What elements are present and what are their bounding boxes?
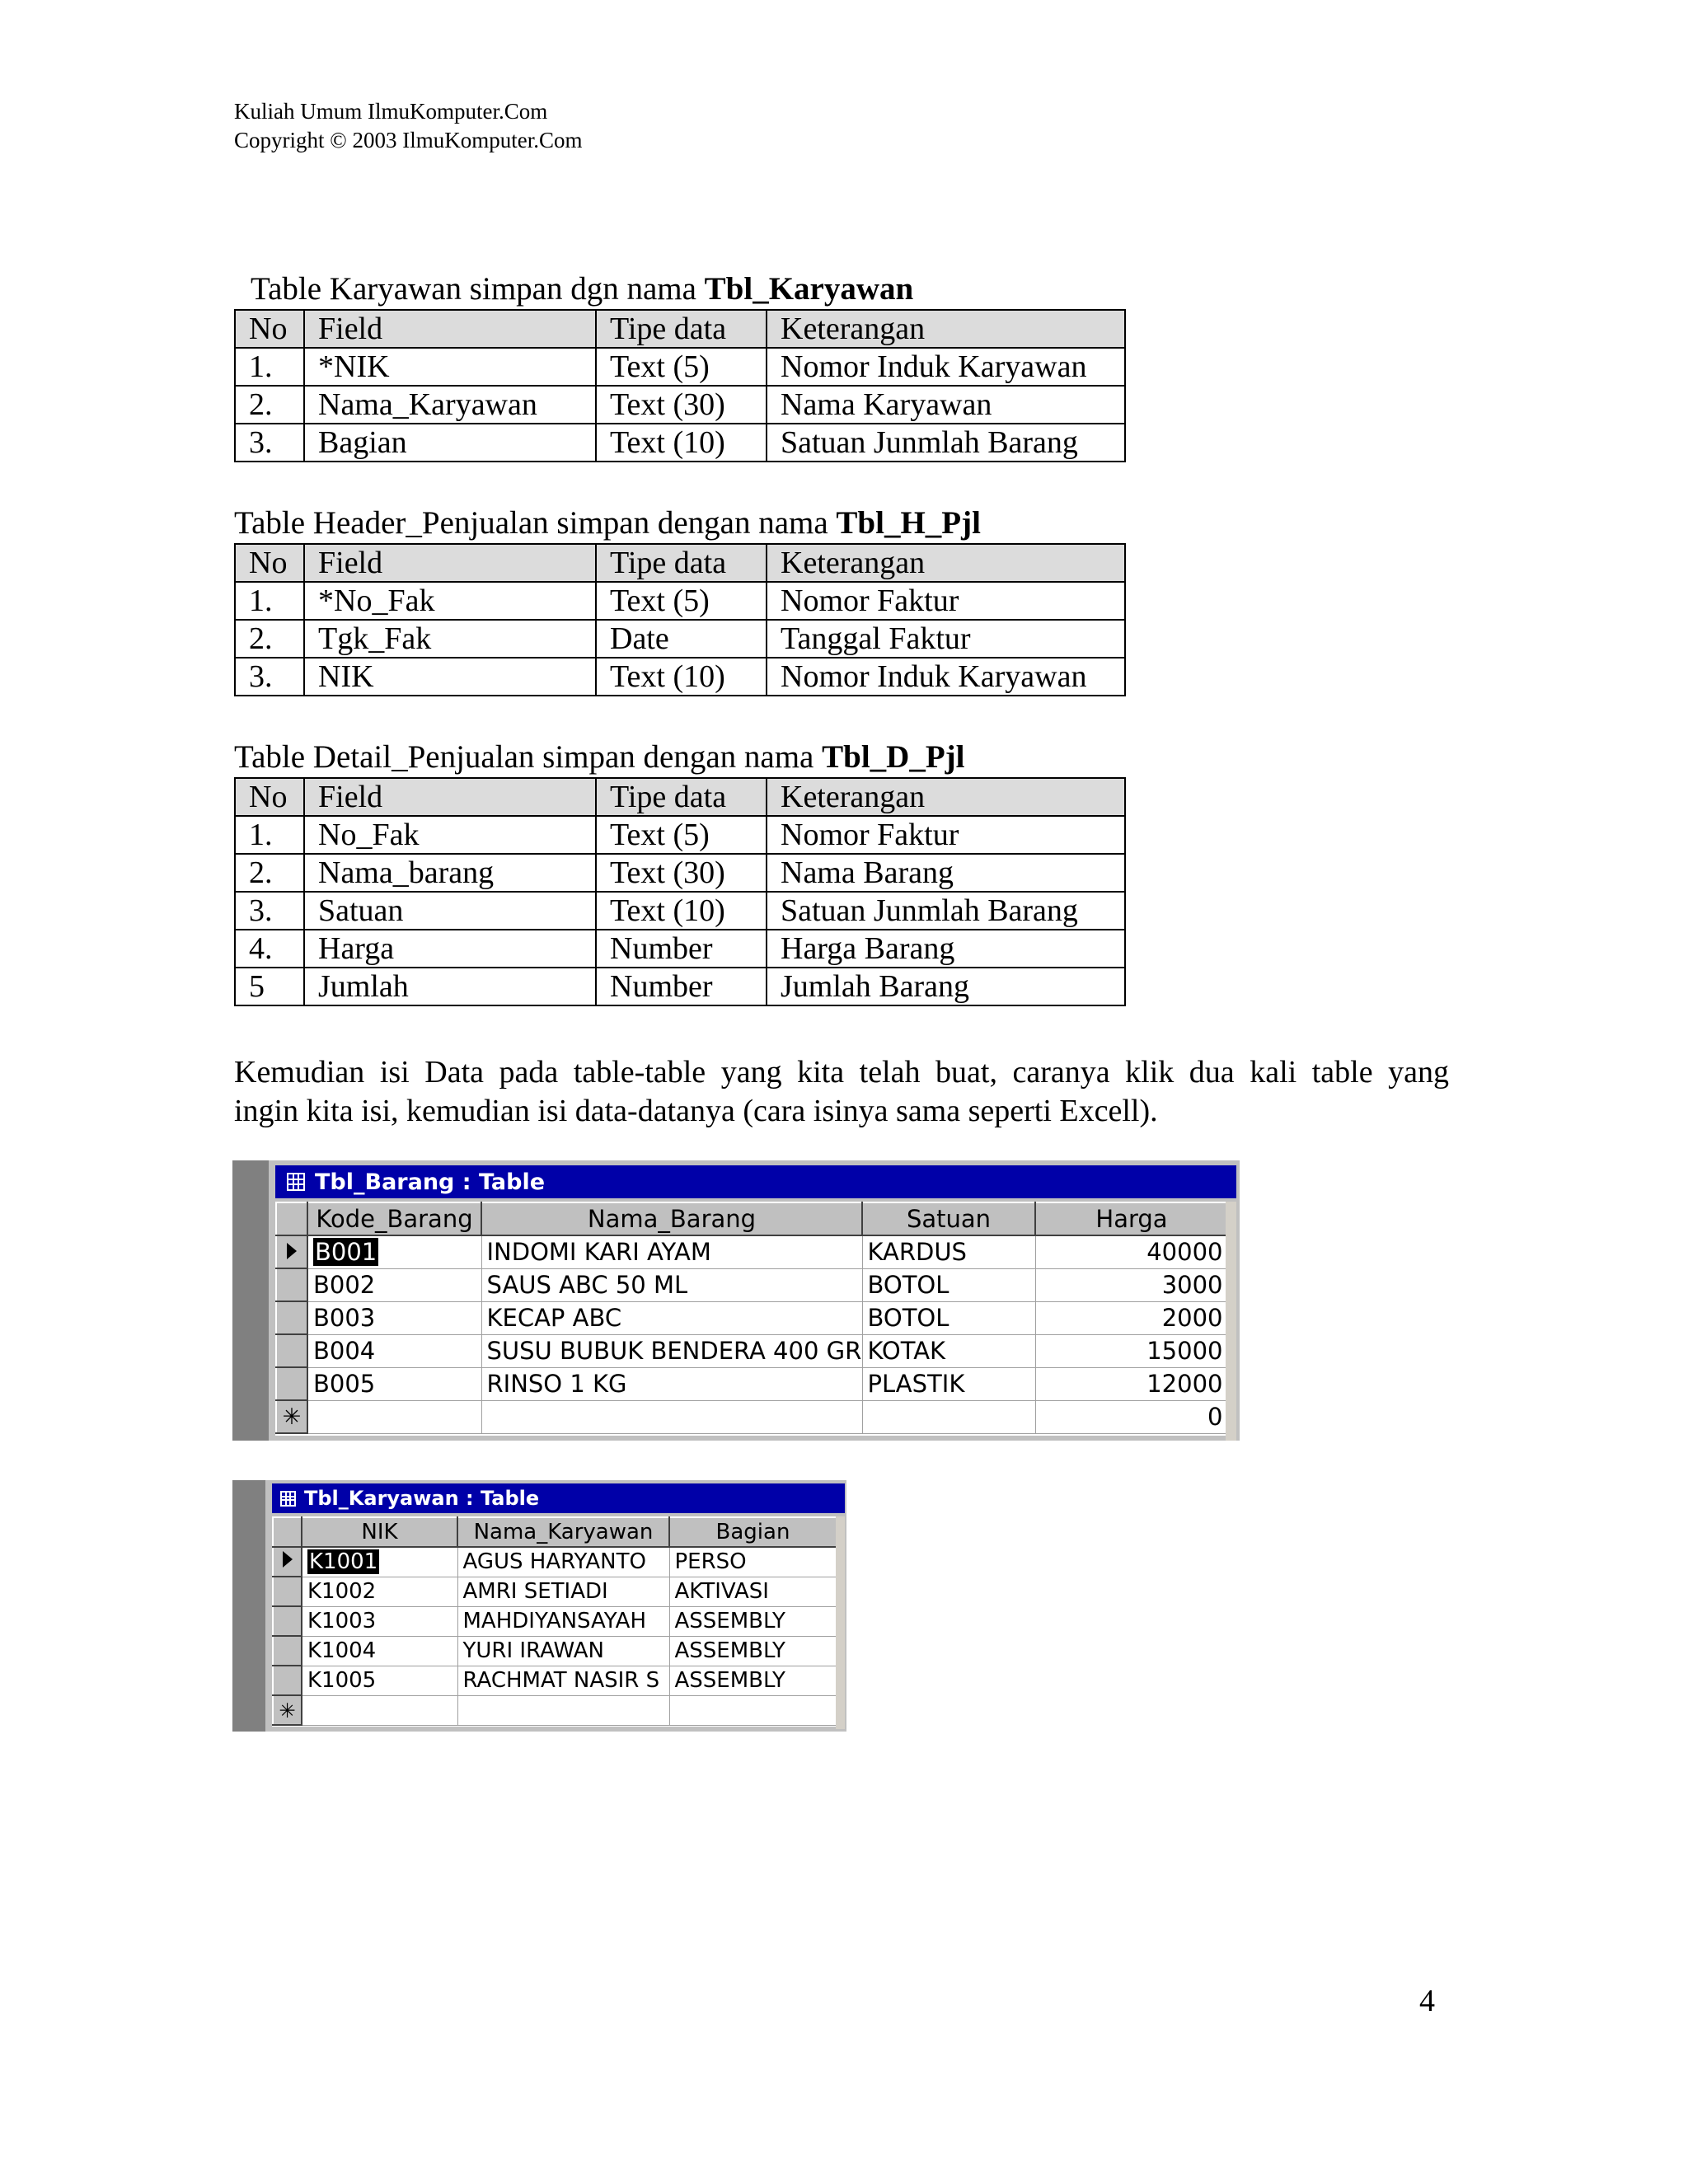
column-header-nama-karyawan[interactable]: Nama_Karyawan (457, 1517, 669, 1547)
spec-table (234, 309, 1126, 462)
cell-kode-barang[interactable]: B004 (307, 1334, 481, 1367)
cell-type: Text (5) (596, 582, 767, 620)
table-caption (234, 738, 1124, 776)
selected-cell-text: K1001 (309, 1549, 378, 1575)
cell-no: 2. (235, 386, 304, 424)
cell-nama-barang[interactable] (481, 1400, 862, 1433)
cell-kode-barang[interactable] (307, 1235, 481, 1268)
datasheet-table (272, 1516, 836, 1726)
cell-field: No_Fak (304, 816, 596, 854)
table-karyawan-spec (234, 270, 1124, 462)
cell-type: Text (10) (596, 892, 767, 930)
vertical-scrollbar[interactable] (836, 1516, 845, 1729)
column-header-kode-barang[interactable]: Kode_Barang (307, 1202, 481, 1235)
new-record-icon: ✳ (279, 1698, 296, 1722)
cell-type: Date (596, 620, 767, 658)
table-caption (234, 270, 1124, 308)
cell-type: Number (596, 968, 767, 1005)
cell-desc: Nama Karyawan (767, 386, 1125, 424)
column-header: Field (304, 310, 596, 348)
cell-no: 1. (235, 348, 304, 386)
table-row (235, 386, 1125, 424)
cell-nama-karyawan[interactable]: RACHMAT NASIR S (457, 1666, 669, 1695)
cell-nama-karyawan[interactable]: AGUS HARYANTO (457, 1547, 669, 1577)
record-selector[interactable] (276, 1400, 307, 1433)
record-selector[interactable] (273, 1547, 302, 1577)
cell-harga[interactable]: 2000 (1035, 1301, 1227, 1334)
datasheet-row (276, 1301, 1227, 1334)
column-header: Keterangan (767, 544, 1125, 582)
cell-no: 4. (235, 930, 304, 968)
column-header-harga[interactable]: Harga (1035, 1202, 1227, 1235)
cell-no: 2. (235, 854, 304, 892)
cell-desc: Satuan Junmlah Barang (767, 892, 1125, 930)
cell-type: Text (30) (596, 386, 767, 424)
table-row (235, 930, 1125, 968)
cell-no: 3. (235, 424, 304, 462)
datasheet-table (275, 1202, 1227, 1434)
datasheet-row (276, 1367, 1227, 1400)
cell-field: Satuan (304, 892, 596, 930)
cell-type: Text (10) (596, 424, 767, 462)
record-selector[interactable] (276, 1334, 307, 1367)
cell-desc: Nomor Faktur (767, 816, 1125, 854)
cell-field: *No_Fak (304, 582, 596, 620)
table-row (235, 582, 1125, 620)
spec-table (234, 543, 1126, 696)
paragraph-line-2: ingin kita isi, kemudian isi data-datanya (cara isinya sama seperti Excell). (234, 1094, 1158, 1128)
spec-table (234, 777, 1126, 1006)
table-row (235, 348, 1125, 386)
cell-nama-barang[interactable]: RINSO 1 KG (481, 1367, 862, 1400)
current-record-arrow-icon (283, 1551, 293, 1568)
record-selector[interactable] (273, 1577, 302, 1606)
select-all-corner[interactable] (276, 1202, 307, 1235)
cell-satuan[interactable]: BOTOL (862, 1268, 1035, 1301)
cell-satuan[interactable]: KARDUS (862, 1235, 1035, 1268)
cell-field: Jumlah (304, 968, 596, 1005)
table-row (235, 816, 1125, 854)
datasheet-row (273, 1547, 836, 1577)
cell-bagian[interactable]: ASSEMBLY (669, 1606, 836, 1636)
cell-nama-barang[interactable]: SAUS ABC 50 ML (481, 1268, 862, 1301)
record-selector[interactable] (276, 1235, 307, 1268)
tbl-barang-datasheet-window (232, 1160, 1240, 1441)
datasheet-header-row (273, 1517, 836, 1547)
datasheet-row (276, 1268, 1227, 1301)
cell-no: 3. (235, 892, 304, 930)
cell-nik[interactable]: K1004 (302, 1636, 457, 1666)
header-line-2: Copyright © 2003 IlmuKomputer.Com (234, 128, 583, 152)
cell-nama-karyawan[interactable]: AMRI SETIADI (457, 1577, 669, 1606)
cell-type: Text (5) (596, 348, 767, 386)
cell-no: 1. (235, 582, 304, 620)
column-header: No (235, 544, 304, 582)
cell-bagian[interactable]: ASSEMBLY (669, 1636, 836, 1666)
table-caption (234, 504, 1124, 542)
column-header-satuan[interactable]: Satuan (862, 1202, 1035, 1235)
cell-no: 1. (235, 816, 304, 854)
cell-satuan[interactable] (862, 1400, 1035, 1433)
window-title-bar[interactable] (272, 1483, 845, 1513)
cell-no: 3. (235, 658, 304, 696)
window-frame-edge (232, 1480, 265, 1732)
datasheet-row (273, 1636, 836, 1666)
cell-no: 5 (235, 968, 304, 1005)
column-header: Tipe data (596, 544, 767, 582)
table-icon (280, 1491, 296, 1507)
column-header: Field (304, 544, 596, 582)
cell-harga[interactable]: 3000 (1035, 1268, 1227, 1301)
running-header (234, 97, 583, 155)
table-detail-penjualan-spec (234, 738, 1124, 1006)
cell-nama-barang[interactable]: SUSU BUBUK BENDERA 400 GR (481, 1334, 862, 1367)
cell-desc: Jumlah Barang (767, 968, 1125, 1005)
datasheet-grid (272, 1516, 836, 1727)
cell-desc: Nomor Faktur (767, 582, 1125, 620)
caption-table-name: Tbl_Karyawan (704, 271, 914, 307)
datasheet-row (276, 1334, 1227, 1367)
column-header-bagian[interactable]: Bagian (669, 1517, 836, 1547)
paragraph-line-1: Kemudian isi Data pada table-table yang kita telah buat, caranya klik dua kali table yang (234, 1055, 1449, 1090)
table-header-row (235, 778, 1125, 816)
cell-harga[interactable]: 12000 (1035, 1367, 1227, 1400)
cell-type: Text (10) (596, 658, 767, 696)
datasheet-row (273, 1666, 836, 1695)
table-row (235, 424, 1125, 462)
new-record-row (276, 1400, 1227, 1433)
table-row (235, 854, 1125, 892)
cell-kode-barang[interactable]: B005 (307, 1367, 481, 1400)
cell-satuan[interactable]: PLASTIK (862, 1367, 1035, 1400)
cell-kode-barang[interactable] (307, 1400, 481, 1433)
cell-no: 2. (235, 620, 304, 658)
table-row (235, 658, 1125, 696)
window-title: Tbl_Karyawan : Table (304, 1487, 540, 1510)
cell-nama-barang[interactable]: KECAP ABC (481, 1301, 862, 1334)
current-record-arrow-icon (287, 1243, 297, 1259)
caption-text: Table Karyawan simpan dgn nama (251, 271, 705, 307)
cell-desc: Tanggal Faktur (767, 620, 1125, 658)
window-title-bar[interactable] (275, 1165, 1236, 1198)
cell-field: Tgk_Fak (304, 620, 596, 658)
cell-nik[interactable]: K1005 (302, 1666, 457, 1695)
table-row (235, 892, 1125, 930)
column-header: Tipe data (596, 778, 767, 816)
new-record-icon: ✳ (282, 1404, 302, 1430)
cell-bagian[interactable] (669, 1695, 836, 1725)
cell-field: Nama_barang (304, 854, 596, 892)
cell-nik[interactable]: K1003 (302, 1606, 457, 1636)
cell-field: NIK (304, 658, 596, 696)
cell-desc: Nomor Induk Karyawan (767, 658, 1125, 696)
selected-cell-text: B001 (315, 1238, 377, 1267)
cell-satuan[interactable]: KOTAK (862, 1334, 1035, 1367)
cell-desc: Harga Barang (767, 930, 1125, 968)
cell-kode-barang[interactable]: B002 (307, 1268, 481, 1301)
record-selector[interactable] (273, 1666, 302, 1695)
column-header: No (235, 310, 304, 348)
column-header-nama-barang[interactable]: Nama_Barang (481, 1202, 862, 1235)
header-line-1: Kuliah Umum IlmuKomputer.Com (234, 99, 548, 124)
cell-nama-karyawan[interactable]: MAHDIYANSAYAH (457, 1606, 669, 1636)
table-header-row (235, 310, 1125, 348)
cell-desc: Satuan Junmlah Barang (767, 424, 1125, 462)
record-selector[interactable] (273, 1695, 302, 1725)
cell-bagian[interactable]: ASSEMBLY (669, 1666, 836, 1695)
caption-table-name: Tbl_D_Pjl (822, 739, 965, 775)
cell-field: Harga (304, 930, 596, 968)
new-record-row (273, 1695, 836, 1725)
datasheet-grid (275, 1202, 1227, 1436)
datasheet-row (276, 1235, 1227, 1268)
table-icon (287, 1173, 305, 1191)
cell-field: Bagian (304, 424, 596, 462)
instruction-paragraph (234, 1053, 1449, 1131)
table-row (235, 968, 1125, 1005)
cell-satuan[interactable]: BOTOL (862, 1301, 1035, 1334)
cell-type: Text (30) (596, 854, 767, 892)
select-all-corner[interactable] (273, 1517, 302, 1547)
cell-harga[interactable]: 40000 (1035, 1235, 1227, 1268)
column-header-nik[interactable]: NIK (302, 1517, 457, 1547)
caption-text: Table Header_Penjualan simpan dengan nama (234, 505, 837, 541)
cell-bagian[interactable]: PERSO (669, 1547, 836, 1577)
column-header: No (235, 778, 304, 816)
column-header: Tipe data (596, 310, 767, 348)
cell-nik[interactable] (302, 1695, 457, 1725)
cell-nik[interactable]: K1002 (302, 1577, 457, 1606)
column-header: Keterangan (767, 778, 1125, 816)
caption-table-name: Tbl_H_Pjl (836, 505, 981, 541)
cell-nama-barang[interactable]: INDOMI KARI AYAM (481, 1235, 862, 1268)
record-selector[interactable] (273, 1636, 302, 1666)
cell-bagian[interactable]: AKTIVASI (669, 1577, 836, 1606)
cell-type: Number (596, 930, 767, 968)
cell-desc: Nama Barang (767, 854, 1125, 892)
cell-nama-karyawan[interactable]: YURI IRAWAN (457, 1636, 669, 1666)
column-header: Keterangan (767, 310, 1125, 348)
cell-nik[interactable] (302, 1547, 457, 1577)
tbl-karyawan-datasheet-window (232, 1480, 846, 1732)
page-number: 4 (1419, 1984, 1435, 2018)
cell-harga[interactable]: 15000 (1035, 1334, 1227, 1367)
table-header-row (235, 544, 1125, 582)
table-header-penjualan-spec (234, 504, 1124, 696)
datasheet-row (273, 1577, 836, 1606)
table-row (235, 620, 1125, 658)
window-title: Tbl_Barang : Table (315, 1169, 546, 1195)
cell-type: Text (5) (596, 816, 767, 854)
cell-desc: Nomor Induk Karyawan (767, 348, 1125, 386)
datasheet-row (273, 1606, 836, 1636)
cell-field: *NIK (304, 348, 596, 386)
caption-text: Table Detail_Penjualan simpan dengan nama (234, 739, 823, 775)
cell-kode-barang[interactable]: B003 (307, 1301, 481, 1334)
window-frame-edge (232, 1160, 269, 1441)
record-selector[interactable] (276, 1301, 307, 1334)
cell-nama-karyawan[interactable] (457, 1695, 669, 1725)
datasheet-header-row (276, 1202, 1227, 1235)
record-selector[interactable] (276, 1268, 307, 1301)
cell-field: Nama_Karyawan (304, 386, 596, 424)
vertical-scrollbar[interactable] (1226, 1202, 1236, 1441)
column-header: Field (304, 778, 596, 816)
record-selector[interactable] (273, 1606, 302, 1636)
cell-harga[interactable]: 0 (1035, 1400, 1227, 1433)
record-selector[interactable] (276, 1367, 307, 1400)
